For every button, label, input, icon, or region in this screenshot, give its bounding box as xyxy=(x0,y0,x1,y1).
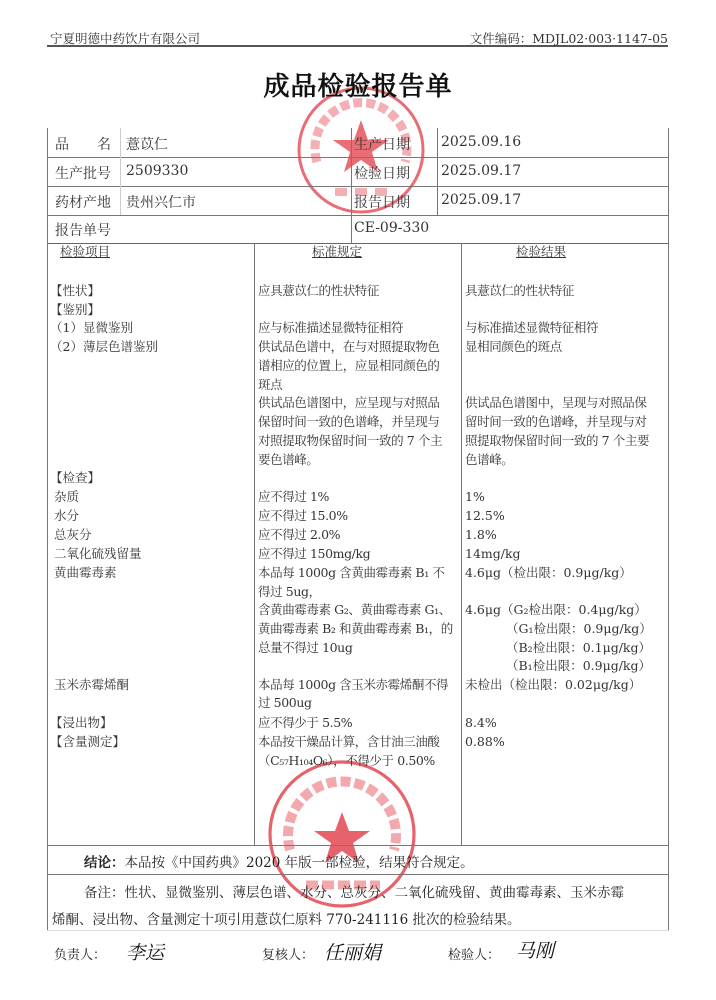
conclusion-label: 结论： xyxy=(84,855,125,871)
result: 照提取物保留时间一致的 7 个主要 xyxy=(465,433,650,448)
reviewer-signature: 任丽娟 xyxy=(324,942,382,964)
inspector-label: 检验人： xyxy=(448,948,501,963)
standard: 应不得过 15.0% xyxy=(258,508,348,523)
column-header-result: 检验结果 xyxy=(516,244,567,259)
result: 与标准描述显微特征相符 xyxy=(465,320,599,335)
standard: 谱相应的位置上，应显相同颜色的 xyxy=(258,358,440,373)
item: 二氧化硫残留量 xyxy=(54,546,142,561)
column-header-standard: 标准规定 xyxy=(312,244,363,259)
standard: 应不得过 150mg/kg xyxy=(258,546,371,561)
standard: 应不得少于 5.5% xyxy=(258,715,353,730)
notes-line-1: 备注：性状、显微鉴别、薄层色谱、水分、总灰分、二氧化硫残留、黄曲霉毒素、玉米赤霉 xyxy=(84,885,624,901)
standard: 对照提取物保留时间一致的 7 个主 xyxy=(258,433,443,448)
item: （2）薄层色谱鉴别 xyxy=(50,339,158,354)
batch-number: 2509330 xyxy=(126,163,189,179)
responsible-signature: 李运 xyxy=(126,942,165,964)
test-date-label: 检验日期 xyxy=(354,166,410,182)
conclusion xyxy=(84,851,474,871)
prod-date: 2025.09.16 xyxy=(441,134,522,150)
item: 杂质 xyxy=(54,489,80,504)
batch-label: 生产批号 xyxy=(55,166,111,182)
result: 12.5% xyxy=(465,508,505,523)
result: （G₁检出限：0.9μg/kg） xyxy=(506,621,652,636)
item: 水分 xyxy=(54,508,80,523)
product-name-label: 品 名 xyxy=(55,137,111,153)
result: 0.88% xyxy=(465,734,505,749)
responsible-label: 负责人： xyxy=(54,948,107,963)
standard: 本品每 1000g 含黄曲霉毒素 B₁ 不 xyxy=(258,565,445,580)
result: （B₁检出限：0.9μg/kg） xyxy=(506,658,651,673)
standard: 总量不得过 10ug xyxy=(258,640,353,655)
standard: 本品按干燥品计算，含甘油三油酸 xyxy=(258,734,440,749)
result: 供试品色谱图中，呈现与对照品保 xyxy=(465,395,647,410)
standard: 应不得过 1% xyxy=(258,489,330,504)
standard: 斑点 xyxy=(258,377,283,392)
item: 【含量测定】 xyxy=(50,734,126,749)
page-title: 成品检验报告单 xyxy=(263,72,453,102)
report-date-label: 报告日期 xyxy=(354,195,410,211)
result: 1% xyxy=(465,489,485,504)
standard: 保留时间一致的色谱峰，并呈现与 xyxy=(258,414,440,429)
standard: 供试品色谱图中，应呈现与对照品 xyxy=(258,395,440,410)
result: （B₂检出限：0.1μg/kg） xyxy=(506,640,651,655)
company-name: 宁夏明德中药饮片有限公司 xyxy=(50,31,201,46)
reviewer-label: 复核人： xyxy=(262,948,315,963)
item: 【性状】 xyxy=(50,283,101,298)
report-no-label: 报告单号 xyxy=(55,223,111,239)
standard: 应具薏苡仁的性状特征 xyxy=(258,283,380,298)
inspector-signature: 马刚 xyxy=(516,940,555,962)
result: 留时间一致的色谱峰，并呈现与对 xyxy=(465,414,647,429)
result: 色谱峰。 xyxy=(465,452,514,467)
product-name: 薏苡仁 xyxy=(126,137,168,153)
test-date: 2025.09.17 xyxy=(441,163,522,179)
standard: 过 500ug xyxy=(258,695,312,710)
result: 4.6μg（G₂检出限：0.4μg/kg） xyxy=(465,602,647,617)
standard: 供试品色谱中，在与对照提取物色 xyxy=(258,339,440,354)
standard: 黄曲霉毒素 B₂ 和黄曲霉毒素 B₁，的 xyxy=(258,621,453,636)
item: 【浸出物】 xyxy=(50,715,113,730)
result: 未检出（检出限：0.02μg/kg） xyxy=(465,677,642,692)
report-no: CE-09-330 xyxy=(354,220,430,236)
standard: 应不得过 2.0% xyxy=(258,527,341,542)
prod-date-label: 生产日期 xyxy=(354,137,410,153)
result: 4.6μg（检出限：0.9μg/kg） xyxy=(465,565,632,580)
notes-label: 备注： xyxy=(84,885,125,901)
result: 14mg/kg xyxy=(465,546,521,561)
origin: 贵州兴仁市 xyxy=(126,195,196,211)
result: 显相同颜色的斑点 xyxy=(465,339,562,354)
standard: 本品每 1000g 含玉米赤霉烯酮不得 xyxy=(258,677,449,692)
item: 【鉴别】 xyxy=(50,302,101,317)
item: 总灰分 xyxy=(54,527,92,542)
standard: 含黄曲霉毒素 G₂、黄曲霉毒素 G₁、 xyxy=(258,602,451,617)
standard: 要色谱峰。 xyxy=(258,452,319,467)
result: 1.8% xyxy=(465,527,497,542)
origin-label: 药材产地 xyxy=(55,195,111,211)
document-code: 文件编码：MDJL02·003·1147-05 xyxy=(469,31,668,46)
item: 【检查】 xyxy=(50,470,101,485)
standard: 应与标准描述显微特征相符 xyxy=(258,320,404,335)
report-date: 2025.09.17 xyxy=(441,192,522,208)
standard: 得过 5ug， xyxy=(258,584,321,599)
standard: （C₅₇H₁₀₄O₆），不得少于 0.50% xyxy=(258,753,435,768)
result: 8.4% xyxy=(465,715,497,730)
column-header-item: 检验项目 xyxy=(60,244,111,259)
item: （1）显微鉴别 xyxy=(50,320,133,335)
item: 玉米赤霉烯酮 xyxy=(54,677,130,692)
notes-line-2: 烯酮、浸出物、含量测定十项引用薏苡仁原料 770-241116 批次的检验结果。 xyxy=(52,912,521,928)
conclusion-text: 本品按《中国药典》2020 年版一部检验，结果符合规定。 xyxy=(124,855,474,871)
item: 黄曲霉毒素 xyxy=(54,565,117,580)
result: 具薏苡仁的性状特征 xyxy=(465,283,574,298)
